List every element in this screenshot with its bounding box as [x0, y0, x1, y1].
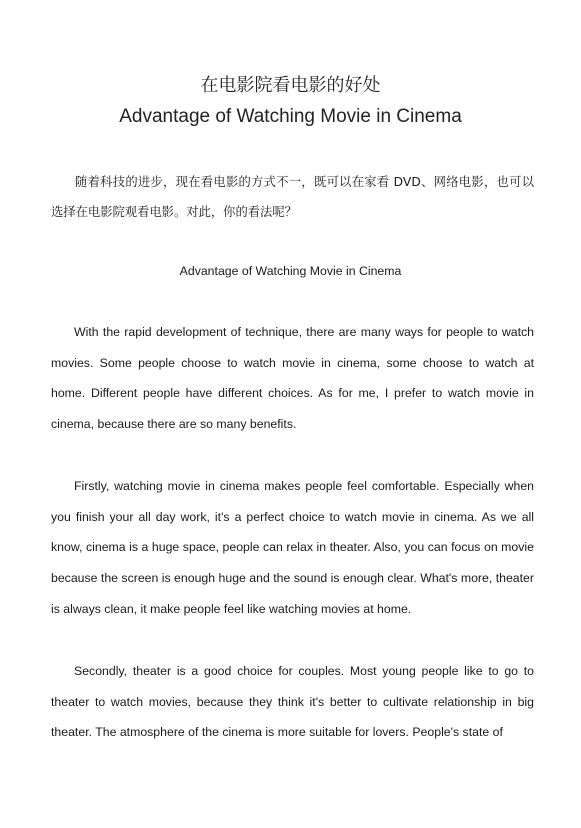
paragraph-3: Secondly, theater is a good choice for couples. Most young people like to go to theater to watch movies, because they think it's better to cultivate relationship in big theater. The atmosphere of the cinema is more suitable for lovers. People's state of	[51, 664, 534, 740]
paragraph-1: With the rapid development of technique, there are many ways for people to watch movies. Some people choose to watch movie in cinema, some choose to watch at home. Different people have different choices. As for me, I prefer to watch movie in cinema, because there are so many benefits.	[51, 325, 534, 432]
paragraph-2: Firstly, watching movie in cinema makes people feel comfortable. Especially when you finish your all day work, it's a perfect choice to watch movie in cinema. As we all know, cinema is a huge space, people can relax in theater. Also, you can focus on movie because the screen is enough huge and the sound is enough clear. What's more, theater is always clean, it make people feel like watching movies at home.	[51, 479, 534, 616]
essay-title: Advantage of Watching Movie in Cinema	[179, 264, 402, 278]
writing-prompt: 随着科技的进步，现在看电影的方式不一，既可以在家看 DVD、网络电影，也可以选择在电影院观看电影。对此，你的看法呢？	[51, 175, 534, 219]
chinese-title: 在电影院看电影的好处	[200, 75, 381, 96]
english-title: Advantage of Watching Movie in Cinema	[119, 106, 462, 127]
